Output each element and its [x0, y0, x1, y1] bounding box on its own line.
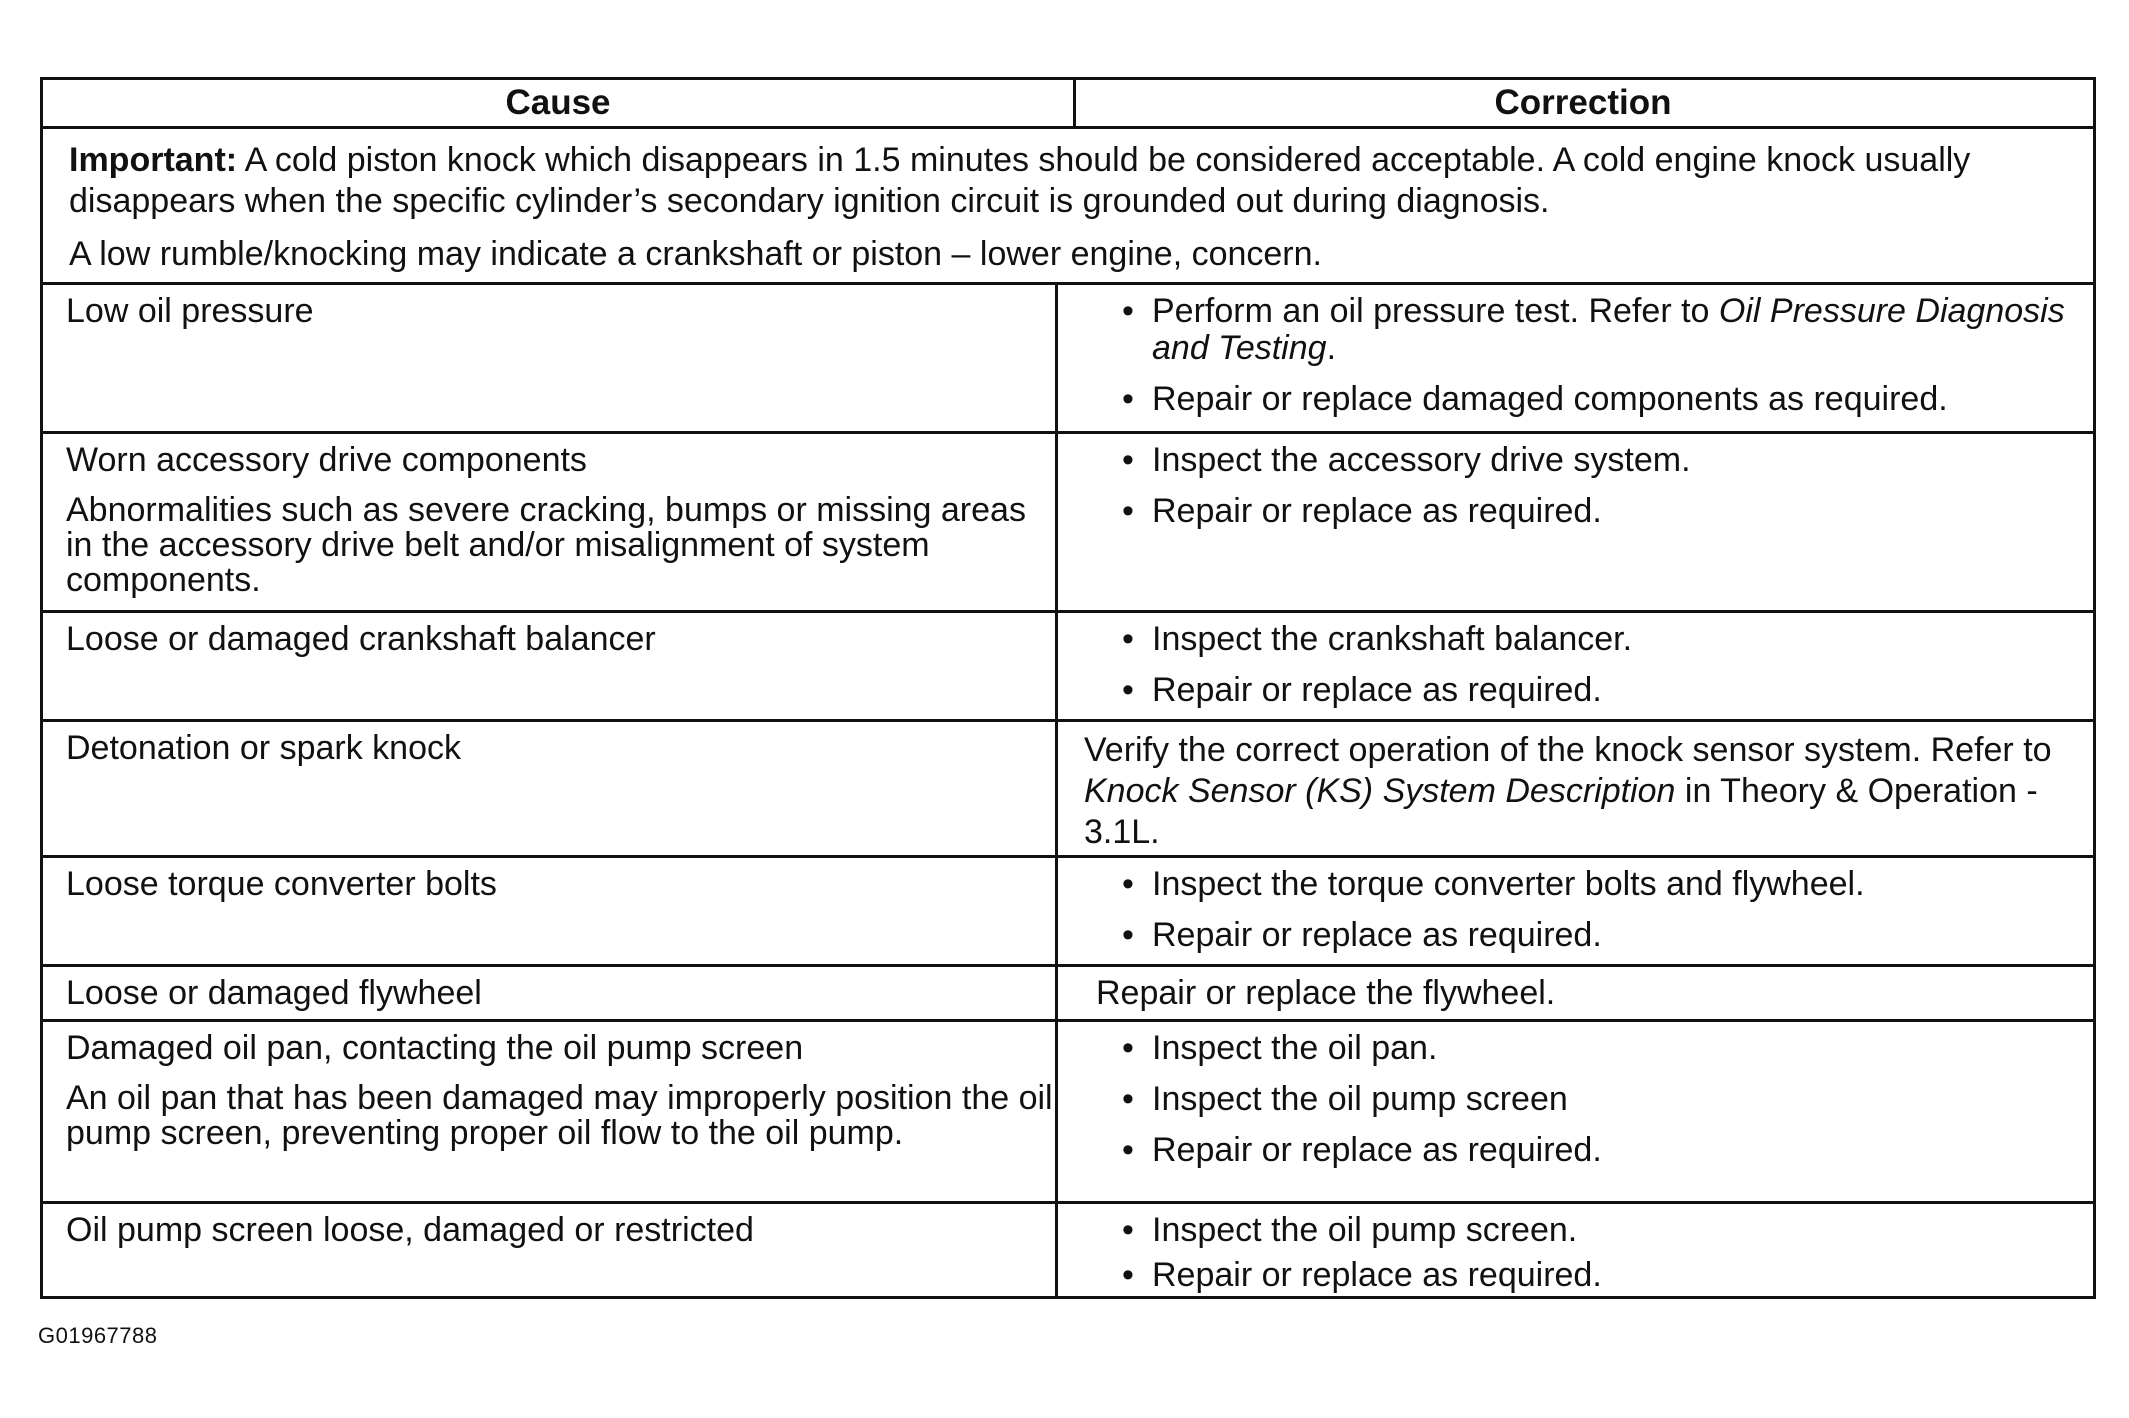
important-text: A cold piston knock which disappears in 1.5 minutes should be considered acceptable. A cold engine knock usually disappears when the specific cylinder’s secondary ignition circuit is grounded out during diagnosis. — [69, 141, 1971, 220]
correction-text: Repair or replace the flywheel. — [1096, 974, 1556, 1012]
correction-item: • Inspect the accessory drive system. — [1110, 442, 2070, 479]
correction-list — [1110, 442, 2070, 530]
table-row-cause — [66, 621, 1056, 658]
correction-text: Perform an oil pressure test. Refer to — [1152, 292, 1719, 330]
correction-item: • Repair or replace as required. — [1110, 1132, 2070, 1169]
row-divider — [40, 855, 2096, 858]
cause-note: An oil pan that has been damaged may improperly position the oil pump screen, preventing proper oil flow to the oil pump. — [66, 1079, 1053, 1152]
rumble-note: A low rumble/knocking may indicate a crankshaft or piston – lower engine, concern. — [69, 235, 1322, 273]
cause-text: Loose torque converter bolts — [66, 865, 497, 903]
cause-text: Low oil pressure — [66, 292, 314, 330]
table-row-cause — [66, 866, 1056, 903]
correction-list — [1110, 866, 2070, 954]
table-row-correction — [1084, 730, 2084, 853]
cause-text: Detonation or spark knock — [66, 729, 461, 767]
table-row-correction — [1110, 293, 2070, 432]
correction-list — [1110, 621, 2070, 709]
correction-text: in Theory & Operation - 3.1L. — [1084, 772, 2038, 851]
table-row-correction — [1110, 621, 2070, 723]
row-divider — [40, 1019, 2096, 1022]
important-label: Important: — [69, 141, 238, 179]
table-row-cause — [66, 1212, 1056, 1249]
correction-item: • Repair or replace as required. — [1110, 917, 2070, 954]
correction-item: • Repair or replace as required. — [1110, 1257, 2070, 1294]
table-row-cause — [66, 442, 1056, 598]
correction-list — [1110, 1212, 2070, 1294]
correction-item: • Inspect the crankshaft balancer. — [1110, 621, 2070, 658]
cause-note: Abnormalities such as severe cracking, bumps or missing areas in the accessory drive belt and/or misalignment of system components. — [66, 491, 1026, 599]
table-row-correction — [1110, 1030, 2070, 1183]
cause-text: Loose or damaged crankshaft balancer — [66, 620, 656, 658]
cause-column-header: Cause — [40, 77, 1076, 129]
important-paragraph — [69, 140, 2067, 222]
table-row-correction — [1110, 442, 2070, 544]
correction-text: . — [1326, 329, 1337, 367]
correction-column-header: Correction — [1073, 77, 2096, 129]
table-row-cause — [66, 293, 1056, 330]
correction-item: • Repair or replace as required. — [1110, 493, 2070, 530]
correction-item: • Repair or replace damaged components as required. — [1110, 381, 2070, 418]
table-row-cause — [66, 975, 1056, 1012]
cause-text: Damaged oil pan, contacting the oil pump screen — [66, 1029, 804, 1067]
correction-item: • Repair or replace as required. — [1110, 672, 2070, 709]
table-row-cause — [66, 730, 1056, 767]
cause-text: Worn accessory drive components — [66, 441, 587, 479]
reference-link[interactable]: Knock Sensor (KS) System Description — [1084, 772, 1676, 810]
table-row-correction — [1096, 975, 2076, 1012]
row-divider — [40, 610, 2096, 613]
correction-item: • Inspect the oil pump screen — [1110, 1081, 2070, 1118]
correction-item — [1110, 293, 2070, 367]
table-row-correction — [1110, 866, 2070, 968]
cause-text: Loose or damaged flywheel — [66, 974, 482, 1012]
cause-text: Oil pump screen loose, damaged or restricted — [66, 1211, 754, 1249]
row-divider — [40, 1201, 2096, 1204]
correction-item: • Inspect the torque converter bolts and flywheel. — [1110, 866, 2070, 903]
correction-item: • Inspect the oil pan. — [1110, 1030, 2070, 1067]
table-row-cause — [66, 1030, 1056, 1151]
table-row-correction — [1110, 1212, 2070, 1302]
correction-text: Verify the correct operation of the knock sensor system. Refer to — [1084, 731, 2052, 769]
figure-id: G01967788 — [38, 1323, 158, 1348]
correction-list — [1110, 293, 2070, 418]
important-note — [40, 126, 2096, 285]
correction-item: • Inspect the oil pump screen. — [1110, 1212, 2070, 1249]
correction-list — [1110, 1030, 2070, 1169]
reference-link[interactable]: Oil Pressure Diagnosis and Testing — [1152, 292, 2065, 367]
